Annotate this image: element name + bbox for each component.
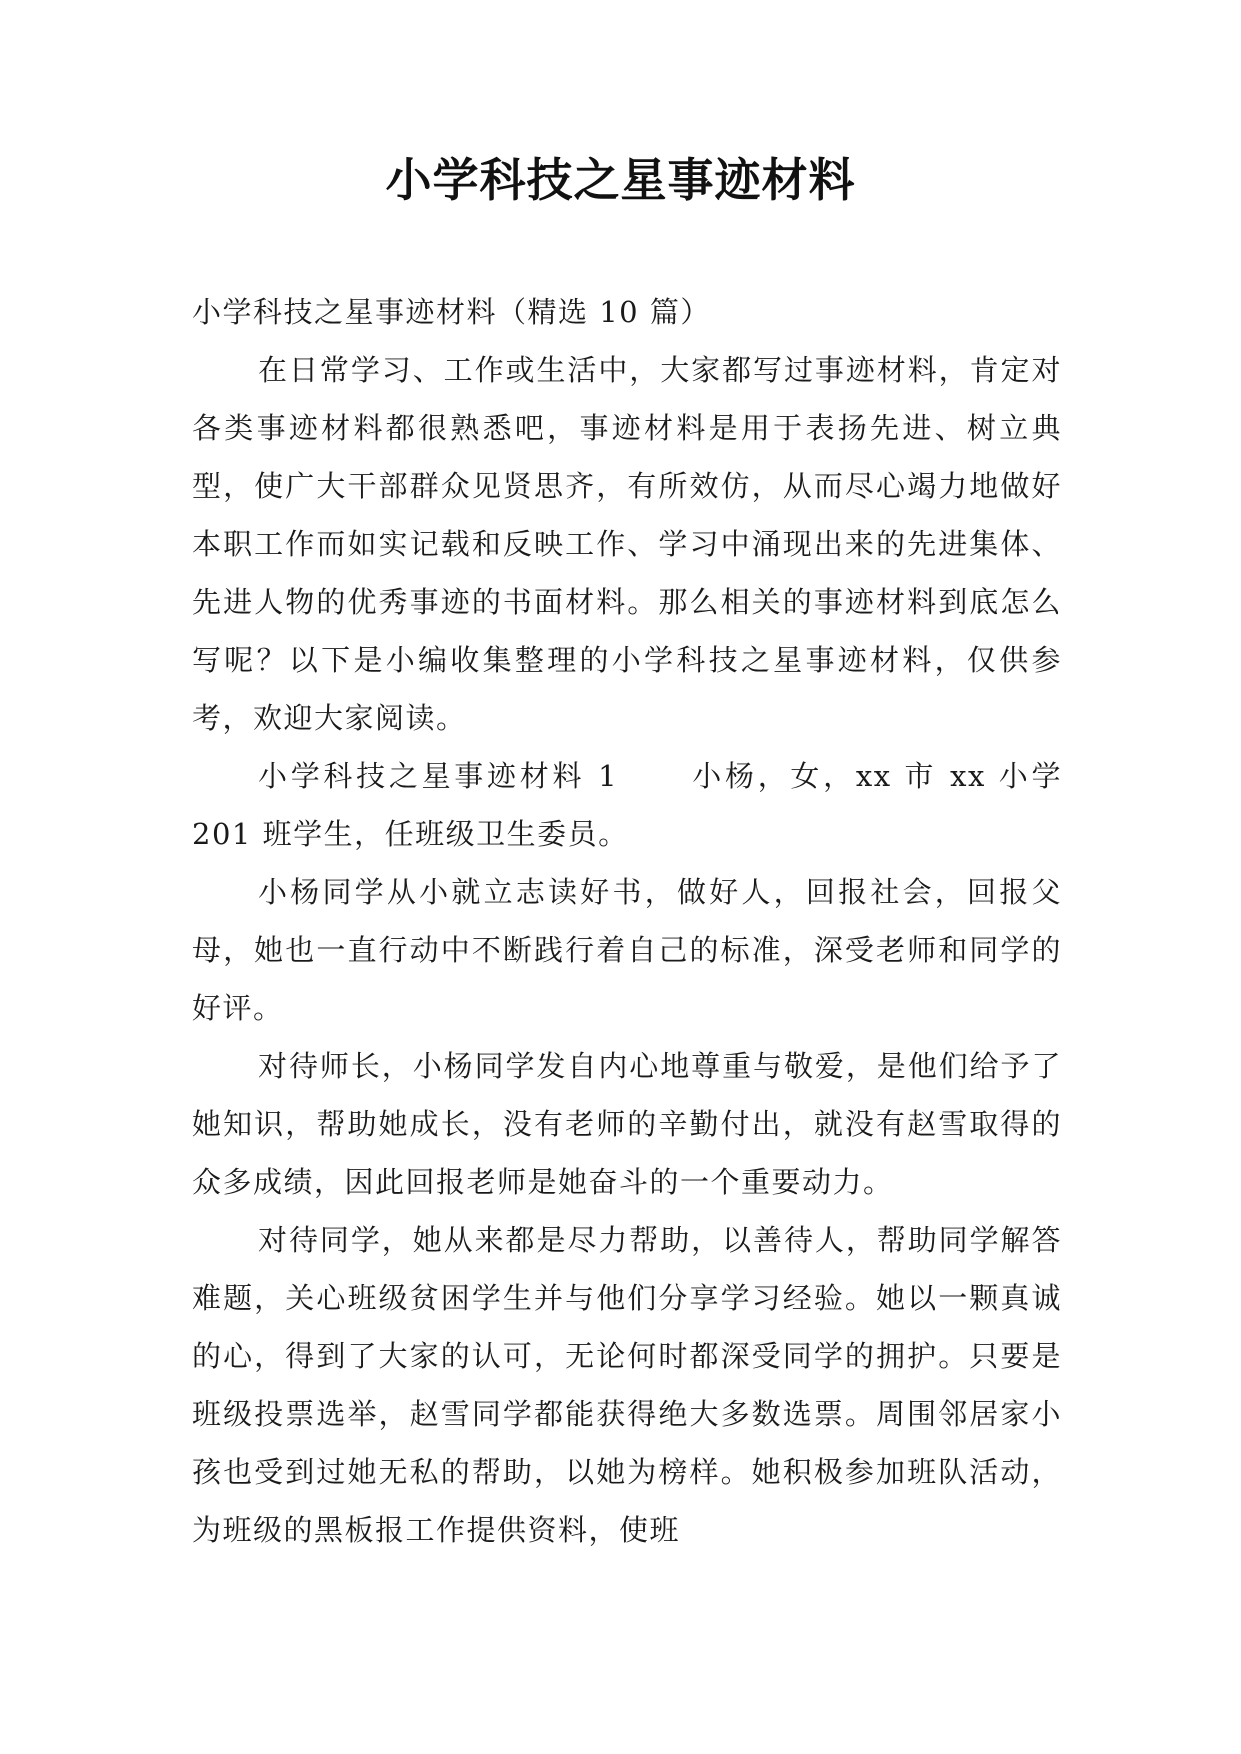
body-paragraph-1: 小杨同学从小就立志读好书，做好人，回报社会，回报父母，她也一直行动中不断践行着自己的标准，深受老师和同学的好评。 — [192, 875, 1062, 1025]
section-1-paragraph — [192, 747, 1062, 863]
body-paragraph-2: 对待师长，小杨同学发自内心地尊重与敬爱，是他们给予了她知识，帮助她成长，没有老师的辛勤付出，就没有赵雪取得的众多成绩，因此回报老师是她奋斗的一个重要动力。 — [192, 1049, 1062, 1199]
document-title: 小学科技之星事迹材料 — [385, 153, 856, 207]
intro-paragraph: 在日常学习、工作或生活中，大家都写过事迹材料，肯定对各类事迹材料都很熟悉吧，事迹材料是用于表扬先进、树立典型，使广大干部群众见贤思齐，有所效仿，从而尽心竭力地做好本职工作而如实记载和反映工作、学习中涌现出来的先进集体、先进人物的优秀事迹的书面材料。那么相关的事迹材料到底怎么写呢？以下是小编收集整理的小学科技之星事迹材料，仅供参考，欢迎大家阅读。 — [192, 353, 1062, 735]
document-subtitle: 小学科技之星事迹材料（精选 10 篇） — [192, 295, 711, 329]
body-paragraph-3: 对待同学，她从来都是尽力帮助，以善待人，帮助同学解答难题，关心班级贫困学生并与他们分享学习经验。她以一颗真诚的心，得到了大家的认可，无论何时都深受同学的拥护。只要是班级投票选举，赵雪同学都能获得绝大多数选票。周围邻居家小孩也受到过她无私的帮助，以她为榜样。她积极参加班队活动，为班级的黑板报工作提供资料，使班 — [192, 1223, 1062, 1547]
section-1-lead: 小杨，女，xx 市 xx 小学 201 班学生，任班级卫生委员。 — [192, 759, 1062, 851]
section-1-heading: 小学科技之星事迹材料 1 — [258, 759, 619, 793]
document-body — [192, 283, 1062, 1559]
